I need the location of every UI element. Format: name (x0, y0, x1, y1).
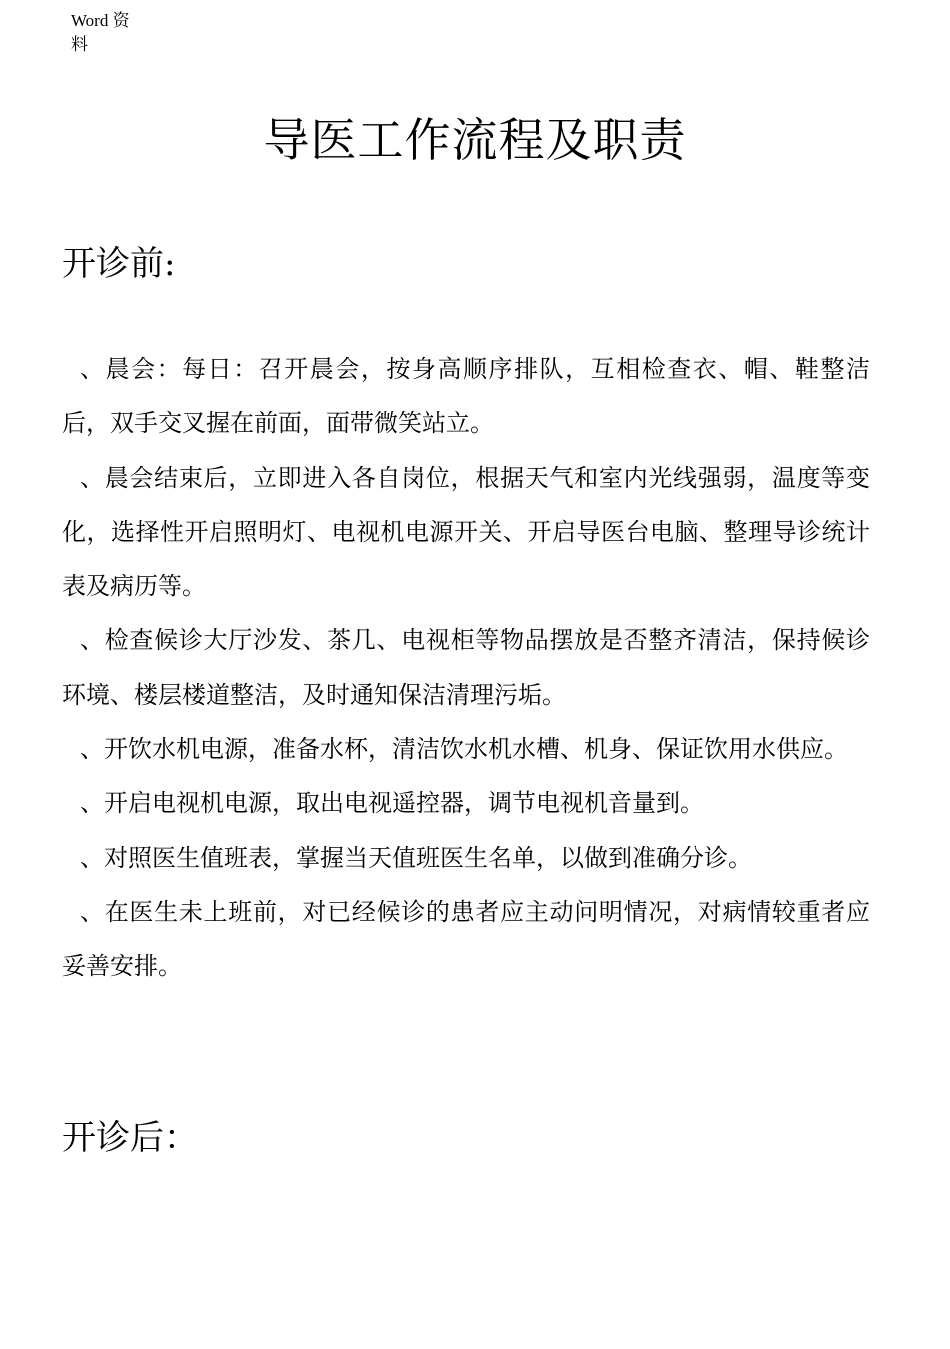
section-heading-before-clinic: 开诊前: (62, 244, 176, 284)
paragraph-water-dispenser: 、开饮水机电源，准备水杯，清洁饮水机水槽、机身、保证饮用水供应。 (80, 735, 848, 764)
paragraph-after-meeting: 、晨会结束后，立即进入各自岗位，根据天气和室内光线强弱，温度等变化，选择性开启照明灯、电视机电源开关、开启导医台电脑、整理导诊统计表及病历等。 (62, 463, 870, 601)
watermark-label: Word 资料 (71, 11, 130, 54)
paragraph-waiting-patients: 、在医生未上班前，对已经候诊的患者应主动问明情况，对病情较重者应妥善安排。 (62, 897, 870, 981)
paragraph-check-lobby: 、检查候诊大厅沙发、茶几、电视柜等物品摆放是否整齐清洁，保持候诊环境、楼层楼道整洁，及时通知保洁清理污垢。 (62, 626, 870, 709)
paragraph-morning-meeting: 、晨会：每日：召开晨会，按身高顺序排队，互相检查衣、帽、鞋整洁后，双手交叉握在前面，面带微笑站立。 (62, 355, 870, 438)
document-title: 导医工作流程及职责 (263, 113, 687, 167)
section-heading-after-clinic: 开诊后： (62, 1118, 198, 1158)
paragraph-duty-roster: 、对照医生值班表，掌握当天值班医生名单，以做到准确分诊。 (80, 843, 752, 872)
section-body-before-clinic (62, 342, 870, 994)
paragraph-tv: 、开启电视机电源，取出电视遥控器，调节电视机音量到。 (80, 789, 704, 818)
